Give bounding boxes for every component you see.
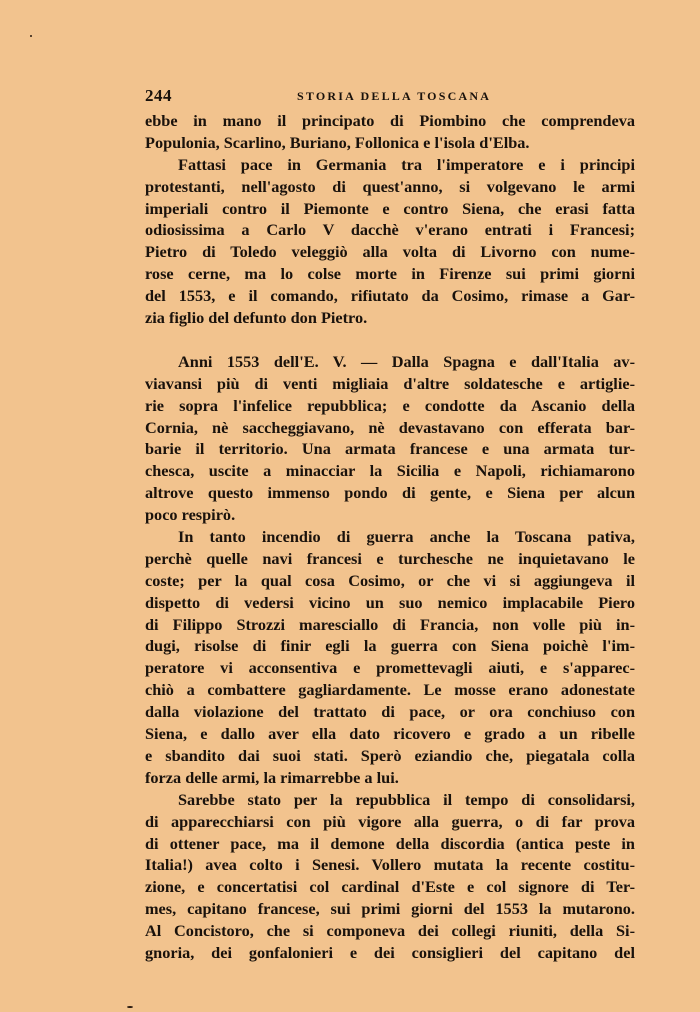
text-line: barie il territorio. Una armata francese e una armata tur- bbox=[145, 439, 635, 459]
text-line: protestanti, nell'agosto di quest'anno, si volgevano le armi bbox=[145, 176, 635, 196]
body-text bbox=[145, 110, 635, 964]
text-line: Al Concistoro, che si componeva dei collegi riuniti, della Si- bbox=[145, 921, 635, 941]
text-line: coste; per la qual cosa Cosimo, or che vi si aggiungeva il bbox=[145, 570, 635, 590]
section-gap bbox=[145, 329, 635, 351]
text-line: di Filippo Strozzi maresciallo di Francia, non volle più in- bbox=[145, 614, 635, 634]
text-line: In tanto incendio di guerra anche la Toscana pativa, bbox=[178, 527, 635, 547]
text-line: zia figlio del defunto don Pietro. bbox=[145, 308, 368, 328]
page-number: 244 bbox=[145, 86, 172, 105]
text-line: forza delle armi, la rimarrebbe a lui. bbox=[145, 767, 399, 787]
paragraph bbox=[145, 154, 635, 329]
paragraph bbox=[145, 526, 635, 789]
text-line: Populonia, Scarlino, Buriano, Follonica e l'isola d'Elba. bbox=[145, 132, 530, 152]
text-line: rie sopra l'infelice repubblica; e condotte da Ascanio della bbox=[145, 395, 635, 415]
text-line: altrove questo immenso pondo di gente, e Siena per alcun bbox=[145, 483, 635, 503]
text-line: peratore vi acconsentiva e promettevagli aiuti, e s'apparec- bbox=[145, 658, 635, 678]
text-line: chesca, uscite a minacciar la Sicilia e Napoli, richiamarono bbox=[145, 461, 635, 481]
text-line: ebbe in mano il principato di Piombino che comprendeva bbox=[145, 111, 635, 130]
text-line: perchè quelle navi francesi e turchesche ne inquietavano le bbox=[145, 548, 635, 568]
text-line: odiosissima a Carlo V dacchè v'erano entrati i Francesi; bbox=[145, 220, 635, 240]
ink-speck bbox=[30, 35, 32, 37]
text-line: Cornia, nè saccheggiavano, nè devastavano con efferata bar- bbox=[145, 417, 635, 437]
text-line: chiò a combattere gagliardamente. Le mosse erano adonestate bbox=[145, 680, 635, 700]
text-line: e sbandito dai suoi stati. Sperò eziandio che, piegatala colla bbox=[145, 745, 635, 765]
text-line: zione, e concertatisi col cardinal d'Este e col signore di Ter- bbox=[145, 877, 635, 897]
text-line: viavansi più di venti migliaia d'altre soldatesche e artiglie- bbox=[145, 373, 635, 393]
text-line: Sarebbe stato per la repubblica il tempo di consolidarsi, bbox=[178, 789, 635, 809]
text-line: Anni 1553 dell'E. V. — Dalla Spagna e dall'Italia av- bbox=[178, 351, 635, 371]
text-line: Siena, e dallo aver ella dato ricovero e grado a un ribelle bbox=[145, 724, 635, 744]
text-line: dugi, risolse di finir egli la guerra con Siena poichè l'im- bbox=[145, 636, 635, 656]
text-line: di apparecchiarsi con più vigore alla guerra, o di far prova bbox=[145, 811, 635, 831]
text-line: di ottener pace, ma il demone della discordia (antica peste in bbox=[145, 833, 635, 853]
text-line: del 1553, e il comando, rifiutato da Cosimo, rimase a Gar- bbox=[145, 286, 635, 306]
text-line: gnoria, dei gonfalonieri e dei consiglieri del capitano del bbox=[145, 942, 635, 962]
text-line: poco respirò. bbox=[145, 505, 236, 525]
text-line: dispetto di vedersi vicino un suo nemico implacabile Piero bbox=[145, 592, 635, 612]
text-line: Italia!) avea colto i Senesi. Vollero mutata la recente costitu- bbox=[145, 855, 635, 875]
paragraph bbox=[145, 789, 635, 964]
paragraph bbox=[145, 351, 635, 526]
text-line: imperiali contro il Piemonte e contro Siena, che erasi fatta bbox=[145, 198, 635, 218]
text-line: dalla violazione del trattato di pace, or ora conchiuso con bbox=[145, 702, 635, 722]
text-line: mes, capitano francese, sui primi giorni del 1553 la mutarono. bbox=[145, 899, 635, 919]
text-line: rose cerne, ma lo colse morte in Firenze sui primi giorni bbox=[145, 264, 635, 284]
text-line: Fattasi pace in Germania tra l'imperatore e i principi bbox=[178, 154, 635, 174]
page-header bbox=[145, 86, 635, 110]
text-line: Pietro di Toledo veleggiò alla volta di Livorno con nume- bbox=[145, 242, 635, 262]
running-title: STORIA DELLA TOSCANA bbox=[297, 89, 492, 103]
paragraph bbox=[145, 110, 635, 154]
ink-speck bbox=[127, 1006, 133, 1008]
